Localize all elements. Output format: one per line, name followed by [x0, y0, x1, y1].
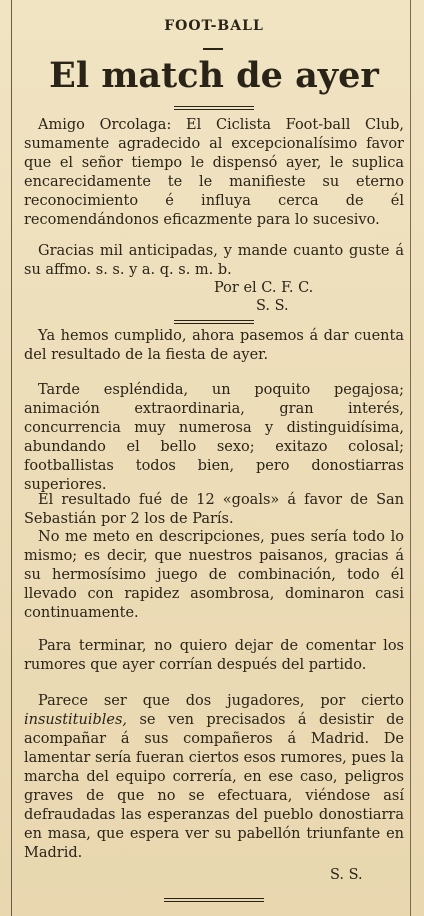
article-paragraph-1: Ya hemos cumplido, ahora pasemos á dar cuenta del resultado de la fiesta de ayer.	[24, 328, 404, 363]
header-dash-divider	[203, 48, 223, 50]
article-paragraph-5: Para terminar, no quiero dejar de comentar los rumores que ayer corrían después del partido.	[24, 638, 404, 673]
letter-signed-by: Por el C. F. C.	[214, 280, 314, 296]
article-paragraph-6	[24, 692, 404, 863]
paragraph-6-italic: insustituibles,	[24, 712, 128, 728]
article-paragraph-4: No me meto en descripciones, pues sería todo lo mismo; es decir, que nuestros paisanos, gracias á su hermosísimo juego de combinación, todo él llevado con rapidez asombrosa, dominaron casi continuamente.	[24, 529, 404, 621]
bottom-ornament-divider	[164, 898, 264, 902]
headline: El match de ayer	[49, 55, 379, 96]
column-rule-left	[11, 0, 12, 916]
letter-body: Amigo Orcolaga: El Ciclista Foot-ball Club, sumamente agradecido al excepcionalísimo favor que el señor tiempo le dispensó ayer, le suplica encarecidamente te le manifieste su eterno reconocimiento é influya cerca de él recomendándonos eficazmente para lo sucesivo.	[24, 117, 404, 228]
column-rule-right	[410, 0, 411, 916]
section-header: FOOT-BALL	[164, 18, 264, 34]
paragraph-6-rest: se ven precisados á desistir de acompañar á sus compañeros á Madrid. De lamentar sería fueran ciertos esos rumores, pues la marcha del equipo correría, en ese caso, peligros graves de que no se efectuara, viéndose así defraudadas las esperanzas del pueblo donostiarra en masa, que espera ver su pabellón triunfante en Madrid.	[24, 712, 405, 861]
article-paragraph-2: Tarde espléndida, un poquito pegajosa; animación extraordinaria, gran interés, concurrencia muy numerosa y distinguidísima, abundando el bello sexo; exitazo colosal; footballistas todos bien, pero donostiarras superiores.	[24, 382, 404, 493]
letter-closing: Gracias mil anticipadas, y mande cuanto guste á su affmo. s. s. y a. q. s. m. b.	[24, 243, 404, 278]
paragraph-6-start: Parece ser que dos jugadores, por cierto	[38, 693, 404, 709]
headline-ornament-divider	[174, 106, 254, 110]
article-paragraph-3: El resultado fué de 12 «goals» á favor de San Sebastián por 2 los de París.	[24, 492, 404, 527]
article-signature: S. S.	[330, 867, 363, 883]
letter-initials: S. S.	[256, 298, 289, 314]
mid-ornament-divider	[174, 320, 254, 324]
